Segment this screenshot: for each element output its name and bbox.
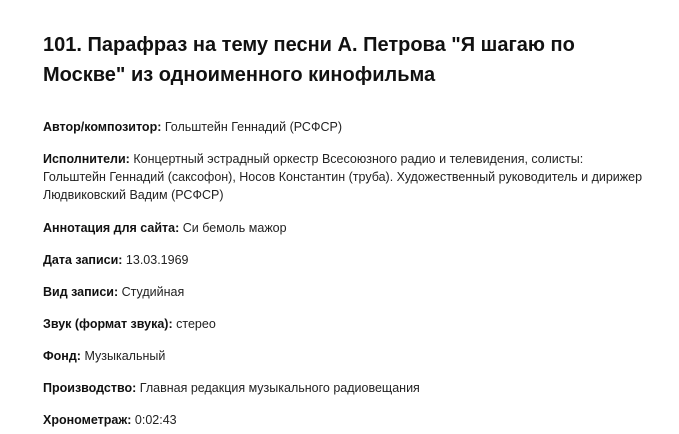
field-author (43, 118, 643, 136)
field-record-date (43, 251, 643, 269)
field-duration-label: Хронометраж: (43, 413, 132, 427)
field-annotation (43, 219, 643, 237)
field-performers-value: Концертный эстрадный оркестр Всесоюзного радио и телевидения, солисты: Гольштейн Геннадий (саксофон), Носов Константин (труба). Художественный руководитель и дирижер Людвиковский Вадим (РСФСР) (43, 152, 643, 202)
field-author-value: Гольштейн Геннадий (РСФСР) (164, 120, 342, 134)
field-sound-value: стерео (176, 317, 216, 331)
field-sound-label: Звук (формат звука): (43, 317, 173, 331)
field-fund-value: Музыкальный (84, 349, 166, 363)
field-fund-label: Фонд: (43, 349, 81, 363)
field-duration-value: 0:02:43 (134, 413, 177, 427)
field-duration (43, 411, 643, 429)
field-sound (43, 315, 643, 333)
field-production (43, 379, 643, 397)
field-annotation-label: Аннотация для сайта: (43, 221, 180, 235)
field-record-date-value: 13.03.1969 (125, 253, 189, 267)
field-author-label: Автор/композитор: (43, 120, 162, 134)
field-production-value: Главная редакция музыкального радиовещания (139, 381, 420, 395)
field-annotation-value: Си бемоль мажор (182, 221, 287, 235)
field-performers (43, 150, 643, 204)
field-performers-label: Исполнители: (43, 152, 130, 166)
field-record-date-label: Дата записи: (43, 253, 123, 267)
field-record-type-label: Вид записи: (43, 285, 119, 299)
field-record-type (43, 283, 643, 301)
field-record-type-value: Студийная (121, 285, 185, 299)
field-production-label: Производство: (43, 381, 137, 395)
record-fields (43, 118, 649, 429)
record-title: 101. Парафраз на тему песни А. Петрова "Я шагаю по Москве" из одноименного кинофильма (43, 34, 575, 86)
field-fund (43, 347, 643, 365)
